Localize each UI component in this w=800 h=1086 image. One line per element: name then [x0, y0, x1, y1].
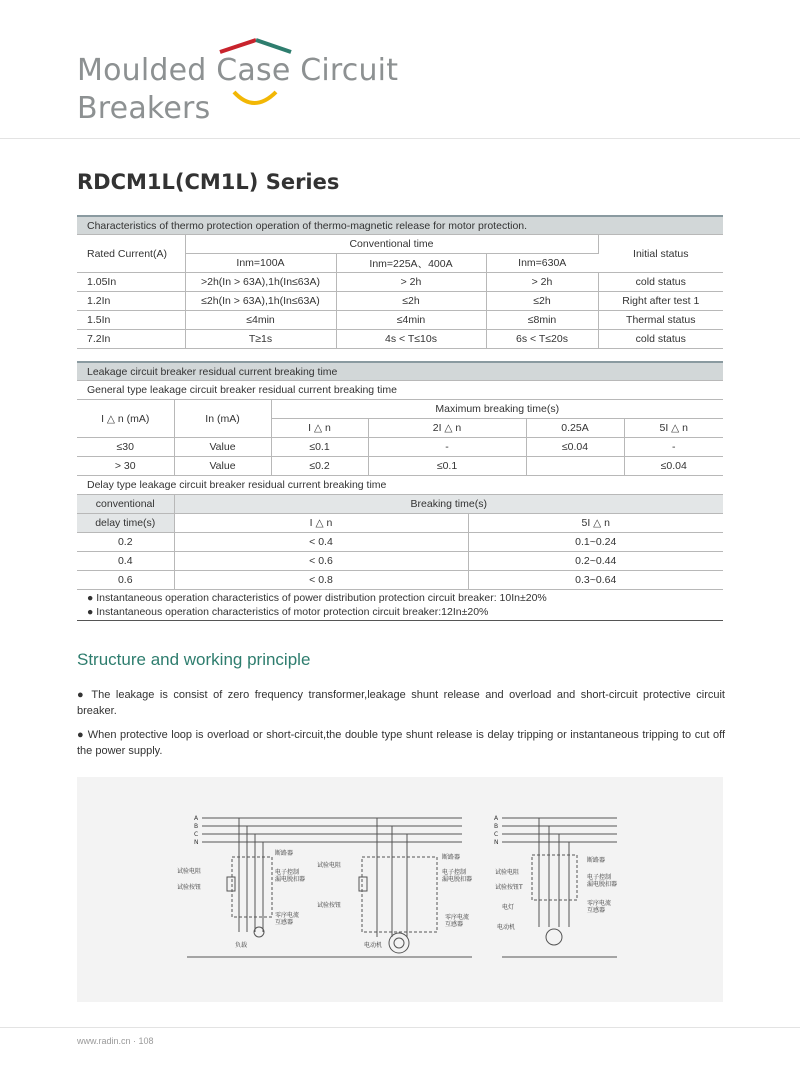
diagram-label: 零序电流 — [275, 912, 300, 919]
table-cell: > 2h — [336, 273, 486, 292]
diagram-label: 电灯 — [502, 904, 515, 911]
diagram-label: 漏电脱扣器 — [275, 876, 306, 883]
header-divider — [0, 138, 800, 139]
diagram-label: 断路器 — [275, 850, 294, 857]
note-item: ● Instantaneous operation characteristics of motor protection circuit breaker:12In±20% — [87, 606, 489, 618]
diagram-label: 互感器 — [587, 907, 606, 914]
phase-label: B — [194, 823, 199, 830]
diagram-label: 断路器 — [442, 854, 461, 861]
table-row — [77, 330, 723, 349]
table-cell: T≥1s — [185, 330, 336, 349]
table-cell: ≤4min — [336, 311, 486, 330]
note-item: ● Instantaneous operation characteristics of power distribution protection circuit breaker: 10In±20% — [87, 592, 547, 604]
diagram-label: 电子控制 — [442, 869, 467, 876]
paragraph: ● When protective loop is overload or short-circuit,the double type shunt release is delay tripping or instantaneous tripping to cut off the power supply. — [77, 729, 725, 757]
table-caption: Characteristics of thermo protection operation of thermo-magnetic release for motor protection. — [77, 216, 723, 235]
diagram-label: 零序电流 — [445, 914, 470, 921]
table-row — [77, 552, 723, 571]
diagram-label: 试验电阻 — [495, 869, 520, 876]
column-subheader: 5I △ n — [468, 514, 723, 533]
table-cell: < 0.6 — [174, 552, 468, 571]
table-cell: Thermal status — [598, 311, 723, 330]
table-cell: >2h(In > 63A),1h(In≤63A) — [185, 273, 336, 292]
table-caption: Leakage circuit breaker residual current breaking time — [77, 362, 723, 381]
paragraph: ● The leakage is consist of zero frequency transformer,leakage shunt release and overload and short-circuit protective circuit breaker. — [77, 689, 725, 717]
thermo-protection-table — [77, 215, 723, 349]
table-cell: < 0.8 — [174, 571, 468, 590]
column-header: Maximum breaking time(s) — [271, 400, 723, 419]
column-subheader: Inm=225A、400A — [336, 254, 486, 273]
table-cell: Value — [174, 457, 271, 476]
table-cell: ≤2h — [486, 292, 598, 311]
table-cell: 0.2 — [77, 533, 174, 552]
table-cell: ≤4min — [185, 311, 336, 330]
diagram-label: 互感器 — [275, 919, 294, 926]
column-header: delay time(s) — [77, 514, 174, 533]
table-subcaption: General type leakage circuit breaker residual current breaking time — [77, 381, 723, 400]
column-header: Breaking time(s) — [174, 495, 723, 514]
table-cell: - — [368, 438, 526, 457]
diagram-label: 电子控制 — [587, 874, 612, 881]
column-subheader: I △ n — [271, 419, 368, 438]
diagram-label: 零序电流 — [587, 900, 612, 907]
table-cell: ≤8min — [486, 311, 598, 330]
diagram-label: 电动机 — [497, 924, 516, 931]
wiring-diagram — [77, 777, 723, 1002]
table-cell: ≤0.1 — [368, 457, 526, 476]
column-subheader: 0.25A — [526, 419, 624, 438]
column-subheader: 2I △ n — [368, 419, 526, 438]
column-header: In (mA) — [174, 400, 271, 438]
column-header: Conventional time — [185, 235, 598, 254]
column-header: Initial status — [598, 235, 723, 273]
column-header: conventional — [77, 495, 174, 514]
notes — [77, 591, 723, 619]
table-cell: ≤0.04 — [624, 457, 723, 476]
diagram-label: 试验按钮 — [177, 884, 202, 891]
table-cell: Value — [174, 438, 271, 457]
table-cell: 6s < T≤20s — [486, 330, 598, 349]
table-subcaption: Delay type leakage circuit breaker residual current breaking time — [77, 476, 723, 495]
column-subheader: Inm=100A — [185, 254, 336, 273]
table-cell: 1.5In — [77, 311, 185, 330]
brand-title-line1: Moulded Case Circuit — [77, 53, 399, 88]
table-cell: 0.1~0.24 — [468, 533, 723, 552]
phase-label: A — [494, 815, 499, 822]
leakage-general-table — [77, 361, 723, 476]
table-row — [77, 292, 723, 311]
diagram-label: 互感器 — [445, 921, 464, 928]
leakage-delay-table — [77, 476, 723, 590]
column-subheader: I △ n — [174, 514, 468, 533]
table-cell: cold status — [598, 273, 723, 292]
table-cell: Right after test 1 — [598, 292, 723, 311]
diagram-label: 电子控制 — [275, 869, 300, 876]
column-subheader: 5I △ n — [624, 419, 723, 438]
table-cell: 4s < T≤10s — [336, 330, 486, 349]
phase-label: N — [494, 839, 499, 846]
phase-label: N — [194, 839, 199, 846]
diagram-label: 漏电脱扣器 — [587, 881, 618, 888]
section-title: Structure and working principle — [77, 650, 311, 669]
table-cell — [526, 457, 624, 476]
column-header: I △ n (mA) — [77, 400, 174, 438]
table-cell: 0.4 — [77, 552, 174, 571]
table-cell: ≤2h(In > 63A),1h(In≤63A) — [185, 292, 336, 311]
table-cell: > 30 — [77, 457, 174, 476]
brand-title-line2: Breakers — [77, 91, 211, 126]
table-row — [77, 438, 723, 457]
table-row — [77, 457, 723, 476]
diagram-label: 试验电阻 — [177, 868, 202, 875]
table-cell: 7.2In — [77, 330, 185, 349]
notes-divider — [77, 620, 723, 621]
phase-label: B — [494, 823, 499, 830]
wiring-diagram-panel — [77, 777, 723, 1002]
brand-logo-icon — [216, 30, 296, 112]
table-cell: cold status — [598, 330, 723, 349]
table-cell: ≤0.2 — [271, 457, 368, 476]
table-row — [77, 571, 723, 590]
table-cell: ≤0.1 — [271, 438, 368, 457]
table-cell: < 0.4 — [174, 533, 468, 552]
phase-label: A — [194, 815, 199, 822]
phase-label: C — [194, 831, 199, 838]
diagram-label: 试验电阻 — [317, 862, 342, 869]
table-cell: > 2h — [486, 273, 598, 292]
diagram-label: 电动机 — [364, 942, 383, 949]
table-cell: ≤2h — [336, 292, 486, 311]
table-cell: 1.2In — [77, 292, 185, 311]
table-cell: 0.6 — [77, 571, 174, 590]
table-cell: 0.2~0.44 — [468, 552, 723, 571]
diagram-label: 漏电脱扣器 — [442, 876, 473, 883]
table-cell: ≤0.04 — [526, 438, 624, 457]
diagram-label: 试验按钮 — [317, 902, 342, 909]
diagram-label: 断路器 — [587, 857, 606, 864]
table-cell: 0.3~0.64 — [468, 571, 723, 590]
phase-label: C — [494, 831, 499, 838]
table-cell: ≤30 — [77, 438, 174, 457]
table-cell: - — [624, 438, 723, 457]
table-row — [77, 533, 723, 552]
footer-divider — [0, 1027, 800, 1028]
diagram-label: 负载 — [235, 942, 248, 949]
column-header: Rated Current(A) — [77, 235, 185, 273]
table-row — [77, 311, 723, 330]
series-title: RDCM1L(CM1L) Series — [77, 170, 340, 194]
table-row — [77, 273, 723, 292]
table-cell: 1.05In — [77, 273, 185, 292]
diagram-label: 试验按钮T — [495, 884, 523, 891]
column-subheader: Inm=630A — [486, 254, 598, 273]
footer-text: www.radin.cn · 108 — [77, 1036, 154, 1046]
